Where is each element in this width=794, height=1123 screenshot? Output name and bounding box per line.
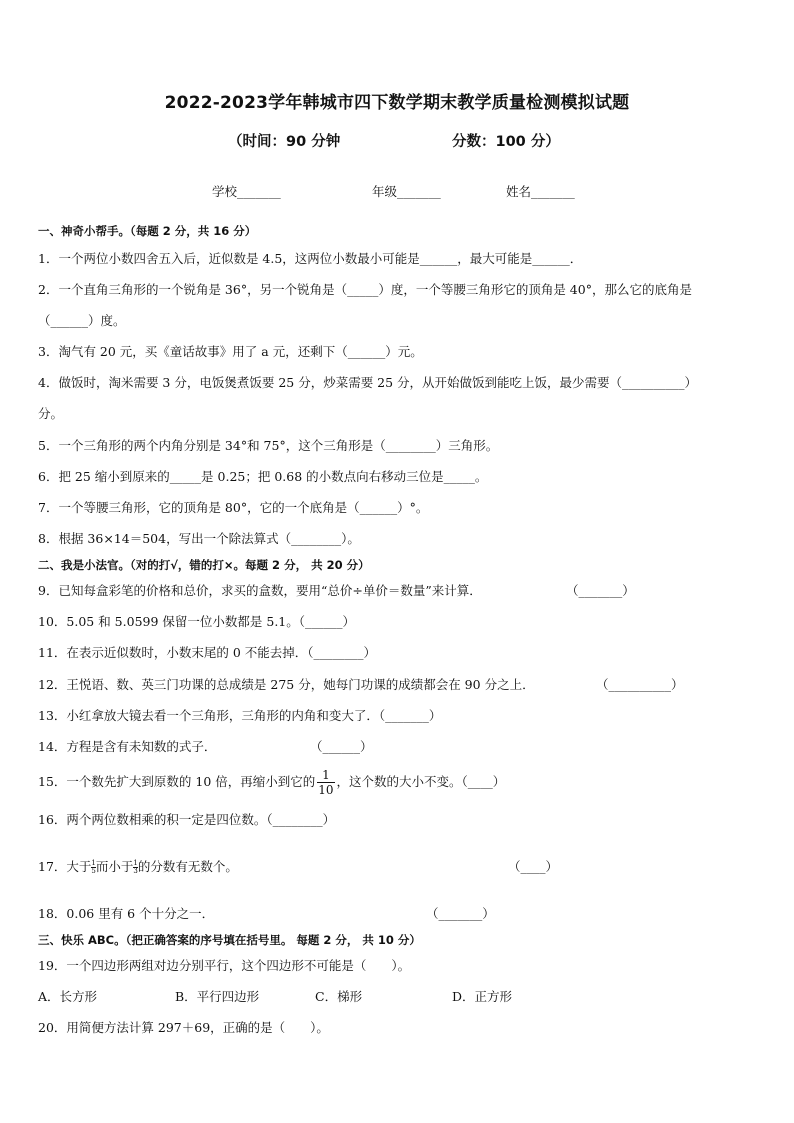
question-18-answer-blank[interactable]: （_______） [426,906,495,921]
school-field[interactable]: 学校_______ [212,184,281,199]
question-12-answer-blank[interactable]: （__________） [596,677,684,692]
question-17-text-b: 而小于 [95,859,134,874]
fraction-numerator: 1 [133,859,138,867]
question-1: 1．一个两位小数四舍五入后，近似数是 4.5，这两位小数最小可能是______，最大可能是______． [38,251,583,266]
fraction-denominator: 3 [133,867,138,875]
question-20: 20．用简便方法计算 297＋69，正确的是（ ）。 [38,1020,329,1035]
question-17-answer-blank[interactable]: （____） [508,859,559,874]
question-14 [38,738,758,756]
question-17 [38,858,758,876]
question-5: 5．一个三角形的两个内角分别是 34°和 75°，这个三角形是（________）三角形。 [38,438,499,453]
question-4-line-1: 4．做饭时，淘米需要 3 分，电饭煲煮饭要 25 分，炒菜需要 25 分，从开始做饭到能吃上饭，最少需要（__________） [38,375,698,390]
question-12-text: 12．王悦语、数、英三门功课的总成绩是 275 分，她每门功课的成绩都会在 90 分之上． [38,677,535,692]
question-18 [38,905,758,923]
question-17-text-a: 17．大于 [38,859,92,874]
question-18-text: 18．0.06 里有 6 个十分之一． [38,906,215,921]
section-heading-3: 三、快乐 ABC。（把正确答案的序号填在括号里。 每题 2 分， 共 10 分） [38,933,421,947]
question-12 [38,676,758,694]
option-a[interactable]: A．长方形 [38,989,98,1004]
fraction-numerator: 1 [91,859,96,867]
option-c[interactable]: C．梯形 [315,989,363,1004]
question-10: 10．5.05 和 5.0599 保留一位小数都是 5.1。（______） [38,614,355,629]
exam-time: （时间：90 分钟 [228,134,341,150]
question-15 [38,764,758,800]
grade-field[interactable]: 年级_______ [372,184,441,199]
question-8: 8．根据 36×14＝504，写出一个除法算式（________）。 [38,531,360,546]
page-title: 2022-2023学年韩城市四下数学期末教学质量检测模拟试题 [164,93,630,113]
question-13: 13．小红拿放大镜去看一个三角形，三角形的内角和变大了．（_______） [38,708,442,723]
question-11: 11．在表示近似数时，小数末尾的 0 不能去掉．（________） [38,645,377,660]
fraction-denominator: 10 [318,783,334,797]
question-14-text: 14．方程是含有未知数的式子． [38,739,217,754]
fraction-one-tenth [317,768,334,797]
fraction-denominator: 5 [91,867,96,875]
question-15-text-a: 15．一个数先扩大到原数的 10 倍，再缩小到它的 [38,774,316,789]
question-6: 6．把 25 缩小到原来的_____是 0.25；把 0.68 的小数点向右移动三位是_____。 [38,469,488,484]
option-b[interactable]: B．平行四边形 [175,989,260,1004]
section-heading-1: 一、神奇小帮手。（每题 2 分，共 16 分） [38,224,257,238]
question-17-text-c: 的分数有无数个。 [137,859,238,874]
question-3: 3．淘气有 20 元，买《童话故事》用了 a 元，还剩下（______）元。 [38,344,423,359]
question-15-text-b: ，这个数的大小不变。（____） [336,774,506,789]
name-field[interactable]: 姓名_______ [506,184,575,199]
question-14-answer-blank[interactable]: （______） [310,739,373,754]
question-2-line-2: （______）度。 [38,313,126,328]
question-4-line-2: 分。 [38,406,64,421]
question-16: 16．两个两位数相乘的积一定是四位数。（________） [38,812,336,827]
question-2-line-1: 2．一个直角三角形的一个锐角是 36°，另一个锐角是（_____）度，一个等腰三角形它的顶角是 40°，那么它的底角是 [38,282,692,297]
question-9-text: 9．已知每盒彩笔的价格和总价，求买的盒数，要用“总价÷单价＝数量”来计算． [38,583,482,598]
question-7: 7．一个等腰三角形，它的顶角是 80°，它的一个底角是（______）°。 [38,500,429,515]
fraction-numerator: 1 [317,768,334,783]
option-d[interactable]: D．正方形 [452,989,513,1004]
exam-score: 分数：100 分） [452,134,560,150]
question-19: 19．一个四边形两组对边分别平行，这个四边形不可能是（ ）。 [38,958,411,973]
question-9 [38,582,758,600]
section-heading-2: 二、我是小法官。（对的打√，错的打×。每题 2 分， 共 20 分） [38,558,370,572]
question-9-answer-blank[interactable]: （_______） [566,583,635,598]
